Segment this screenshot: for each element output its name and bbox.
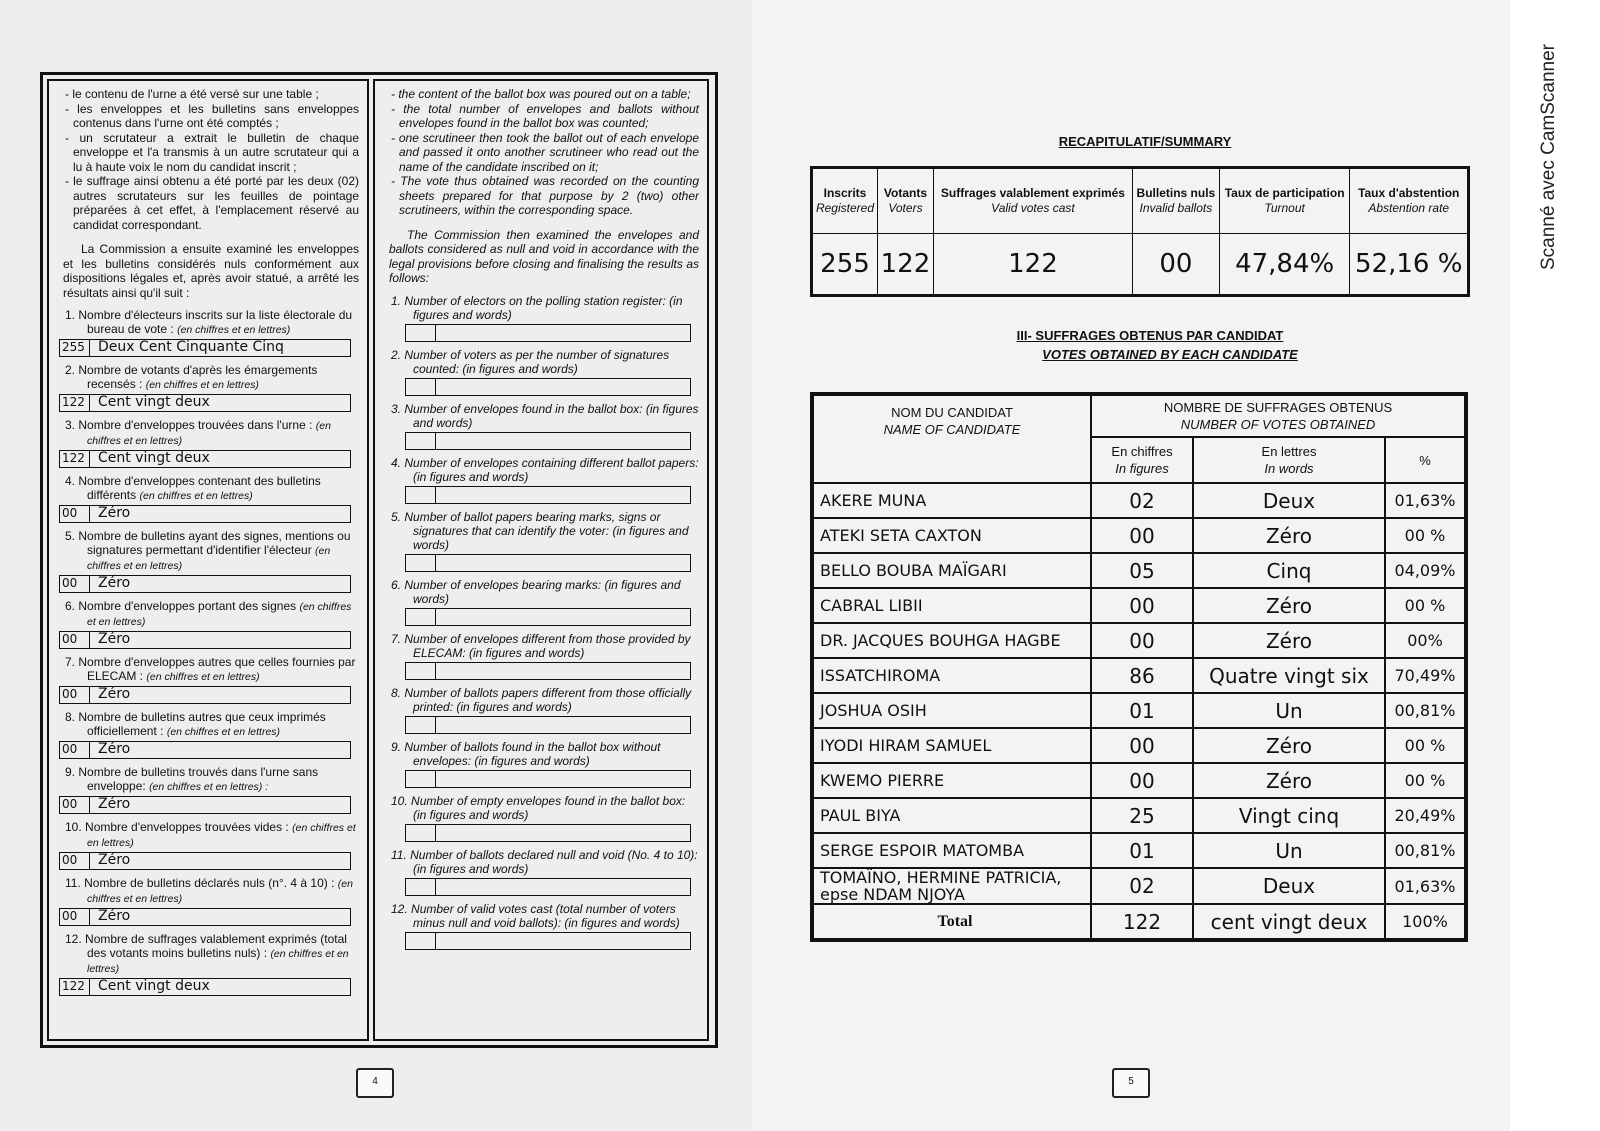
summary-value: 00 [1132, 234, 1219, 296]
answer-figure: 00 [60, 632, 90, 648]
votes-figure: 00 [1091, 728, 1193, 763]
french-intro [49, 81, 367, 300]
candidate-row [812, 483, 1466, 518]
section-title-fr: III- SUFFRAGES OBTENUS PAR CANDIDAT [1016, 328, 1284, 343]
votes-figure: 25 [1091, 798, 1193, 833]
item-hint: (en chiffres et en lettres) [145, 379, 259, 391]
answer-figure: 255 [60, 340, 90, 356]
votes-figure: 01 [1091, 833, 1193, 868]
answer-box [59, 686, 351, 704]
candidate-row [812, 833, 1466, 868]
votes-figure: 02 [1091, 868, 1193, 904]
item-question [383, 402, 701, 430]
votes-percent: 20,49% [1385, 798, 1466, 833]
votes-percent: 00 % [1385, 763, 1466, 798]
summary-header [933, 168, 1132, 234]
item-text: Number of electors on the polling station register: (in figures and words) [404, 293, 683, 322]
section-title-en: VOTES OBTAINED BY EACH CANDIDATE [1042, 347, 1298, 362]
answer-figure [406, 325, 436, 341]
votes-percent: 04,09% [1385, 553, 1466, 588]
item-number: 8. [65, 710, 76, 724]
scanner-watermark: Scanné avec CamScanner [1538, 43, 1559, 270]
form-item [383, 456, 701, 504]
votes-words: Un [1193, 693, 1385, 728]
item-number: 2. [391, 347, 402, 362]
candidate-row [812, 623, 1466, 658]
page-number: 4 [356, 1068, 394, 1098]
item-number: 1. [65, 308, 76, 322]
bullet-text: - les enveloppes et les bulletins sans enveloppes contenus dans l'urne ont été comptés ; [65, 101, 359, 130]
votes-figure: 86 [1091, 658, 1193, 693]
item-text: Nombre d'enveloppes trouvées dans l'urne : [78, 418, 313, 432]
item-text: Nombre de suffrages valablement exprimés (total des votants moins bulletins nuls) : [85, 932, 347, 960]
answer-figure: 122 [60, 395, 90, 411]
item-question [57, 529, 361, 573]
answer-figure [406, 717, 436, 733]
item-number: 11. [391, 847, 407, 862]
bullet-text: - The vote thus obtained was recorded on the counting sheets prepared for that purpose by 2 (two) other scrutineers, within the corresponding space. [391, 174, 699, 217]
french-column [47, 79, 369, 1041]
item-question [383, 902, 701, 930]
item-text: Number of envelopes bearing marks: (in figures and words) [404, 577, 681, 606]
votes-percent: 01,63% [1385, 483, 1466, 518]
item-text: Nombre d'enveloppes trouvées vides : [85, 820, 289, 834]
header-en: Valid votes cast [991, 201, 1075, 215]
answer-box [405, 716, 691, 734]
total-row [812, 904, 1466, 940]
answer-figure [406, 933, 436, 949]
candidate-name: ISSATCHIROMA [812, 658, 1091, 693]
votes-words: Vingt cinq [1193, 798, 1385, 833]
item-text: Nombre d'enveloppes autres que celles fournies par ELECAM : [78, 655, 356, 683]
item-question [57, 820, 361, 850]
item-question [57, 474, 361, 503]
summary-value: 47,84% [1219, 234, 1350, 296]
item-question [383, 848, 701, 876]
answer-figure: 00 [60, 909, 90, 925]
candidate-name: IYODI HIRAM SAMUEL [812, 728, 1091, 763]
header-en: Turnout [1264, 201, 1305, 215]
summary-header [877, 168, 933, 234]
votes-words: Quatre vingt six [1193, 658, 1385, 693]
votes-figure: 00 [1091, 763, 1193, 798]
bullet-text: - un scrutateur a extrait le bulletin de chaque enveloppe et l'a transmis à un autre scrutateur qui a lu à haute voix le nom du candidat inscrit ; [65, 130, 359, 174]
candidate-row [812, 693, 1466, 728]
votes-words: Zéro [1193, 623, 1385, 658]
answer-box [59, 852, 351, 870]
header-fr: Suffrages valablement exprimés [940, 186, 1125, 200]
header-text: NOMBRE DE SUFFRAGES OBTENUS [1163, 400, 1393, 415]
candidate-name: SERGE ESPOIR MATOMBA [812, 833, 1091, 868]
candidate-row [812, 763, 1466, 798]
bullet-text: - le contenu de l'urne a été versé sur une table ; [65, 87, 319, 101]
candidate-row [812, 553, 1466, 588]
answer-words: Deux Cent Cinquante Cinq [98, 339, 284, 355]
header-percent: % [1385, 437, 1466, 483]
form-item [383, 848, 701, 896]
votes-words: cent vingt deux [1193, 904, 1385, 940]
english-column [373, 79, 709, 1041]
answer-figure: 00 [60, 576, 90, 592]
item-number: 6. [391, 577, 402, 592]
item-text: Number of ballots declared null and void (No. 4 to 10): (in figures and words) [410, 847, 698, 876]
item-hint: (en chiffres et en lettres) [87, 878, 353, 905]
item-hint: (en chiffres et en lettres) [87, 822, 356, 849]
answer-words: Zéro [98, 796, 131, 812]
votes-words: Zéro [1193, 588, 1385, 623]
answer-box [405, 324, 691, 342]
answer-figure [406, 663, 436, 679]
summary-value: 122 [877, 234, 933, 296]
item-question [383, 348, 701, 376]
item-text: Number of ballot papers bearing marks, signs or signatures that can identify the voter: (in figures and words) [404, 509, 689, 552]
votes-words: Un [1193, 833, 1385, 868]
summary-value: 52,16 % [1350, 234, 1469, 296]
form-item [383, 740, 701, 788]
candidate-name: PAUL BIYA [812, 798, 1091, 833]
item-hint: (en chiffres et en lettres) [87, 601, 352, 628]
form-frame [40, 72, 718, 1048]
summary-header [1350, 168, 1469, 234]
form-item [57, 710, 361, 759]
item-question [383, 578, 701, 606]
item-number: 3. [391, 401, 402, 416]
item-number: 2. [65, 363, 76, 377]
answer-box [59, 575, 351, 593]
summary-header [812, 168, 878, 234]
header-text: NAME OF CANDIDATE [883, 422, 1021, 437]
candidate-row [812, 588, 1466, 623]
form-item [383, 578, 701, 626]
form-item [383, 632, 701, 680]
bullet-text: - one scrutineer then took the ballot out of each envelope and passed it onto another scrutineer who read out the name of the candidate inscribed on it; [391, 130, 699, 174]
header-en: Voters [888, 201, 923, 215]
item-number: 8. [391, 685, 402, 700]
header-text: En chiffres [1111, 444, 1173, 459]
item-text: Number of envelopes containing different ballot papers: (in figures and words) [404, 455, 699, 484]
answer-figure: 00 [60, 742, 90, 758]
answer-figure [406, 433, 436, 449]
candidate-name: KWEMO PIERRE [812, 763, 1091, 798]
form-item [57, 599, 361, 649]
answer-figure: 00 [60, 506, 90, 522]
item-question [383, 456, 701, 484]
item-question [383, 740, 701, 768]
answer-box [405, 662, 691, 680]
bullet-text: - the content of the ballot box was poured out on a table; [391, 87, 691, 101]
candidate-name: CABRAL LIBII [812, 588, 1091, 623]
item-text: Number of voters as per the number of signatures counted: (in figures and words) [404, 347, 670, 376]
summary-header [1219, 168, 1350, 234]
header-words [1193, 437, 1385, 483]
answer-figure: 00 [60, 853, 90, 869]
answer-box [405, 432, 691, 450]
item-question [57, 655, 361, 684]
answer-words: Zéro [98, 575, 131, 591]
item-hint: (en chiffres et en lettres) [146, 671, 260, 683]
form-item [57, 876, 361, 926]
item-text: Nombre de bulletins autres que ceux imprimés officiellement : [78, 710, 326, 738]
header-votes [1091, 394, 1466, 437]
summary-title: RECAPITULATIF/SUMMARY [1058, 134, 1232, 149]
candidate-row [812, 868, 1466, 904]
candidate-name: TOMAÏNO, HERMINE PATRICIA, epse NDAM NJOYA [812, 868, 1091, 904]
item-hint: (en chiffres et en lettres) [177, 324, 291, 336]
votes-figure: 02 [1091, 483, 1193, 518]
header-figures [1091, 437, 1193, 483]
answer-box [405, 486, 691, 504]
item-text: Number of envelopes different from those provided by ELECAM: (in figures and words) [404, 631, 691, 660]
item-number: 1. [391, 293, 402, 308]
answer-box [59, 908, 351, 926]
answer-box [59, 631, 351, 649]
form-item [57, 765, 361, 814]
candidate-name: ATEKI SETA CAXTON [812, 518, 1091, 553]
answer-box [59, 741, 351, 759]
item-question [57, 876, 361, 906]
answer-figure [406, 487, 436, 503]
header-fr: Bulletins nuls [1136, 186, 1216, 200]
answer-words: Cent vingt deux [98, 394, 210, 410]
answer-words: Zéro [98, 631, 131, 647]
commission-paragraph: La Commission a ensuite examiné les enveloppes et les bulletins considérés nuls conformément aux dispositions légales et, après avoir statué, a arrêté les résultats ainsi qu'il suit : [63, 242, 359, 300]
summary-value: 255 [812, 234, 878, 296]
header-text: In figures [1115, 461, 1169, 476]
answer-figure: 122 [60, 451, 90, 467]
form-item [57, 932, 361, 996]
votes-percent: 00,81% [1385, 693, 1466, 728]
item-question [57, 599, 361, 629]
votes-figure: 00 [1091, 588, 1193, 623]
item-number: 9. [391, 739, 402, 754]
form-item [57, 474, 361, 523]
item-number: 6. [65, 599, 76, 613]
votes-figure: 122 [1091, 904, 1193, 940]
answer-box [405, 608, 691, 626]
form-item [383, 794, 701, 842]
candidate-name: JOSHUA OSIH [812, 693, 1091, 728]
form-item [57, 308, 361, 357]
form-item [383, 902, 701, 950]
answer-box [59, 796, 351, 814]
item-text: Nombre de bulletins trouvés dans l'urne sans enveloppe: [78, 765, 319, 793]
votes-percent: 100% [1385, 904, 1466, 940]
item-number: 12. [391, 901, 408, 916]
answer-box [59, 505, 351, 523]
votes-words: Zéro [1193, 518, 1385, 553]
form-item [57, 820, 361, 870]
candidate-name: Total [812, 904, 1091, 940]
votes-words: Zéro [1193, 728, 1385, 763]
header-en: Registered [815, 201, 874, 215]
item-number: 11. [65, 876, 81, 890]
answer-figure [406, 609, 436, 625]
item-question [57, 418, 361, 448]
item-hint: (en chiffres et en lettres) [87, 545, 331, 572]
header-fr: Taux de participation [1224, 186, 1345, 200]
answer-box [405, 824, 691, 842]
form-item [57, 418, 361, 468]
header-en: Invalid ballots [1139, 201, 1213, 215]
item-text: Number of empty envelopes found in the ballot box: (in figures and words) [411, 793, 686, 822]
votes-percent: 00,81% [1385, 833, 1466, 868]
french-items [49, 308, 367, 996]
answer-box [59, 450, 351, 468]
item-hint: (en chiffres et en lettres) [87, 948, 349, 975]
answer-words: Cent vingt deux [98, 978, 210, 994]
item-number: 5. [65, 529, 76, 543]
votes-percent: 01,63% [1385, 868, 1466, 904]
item-question [57, 932, 361, 976]
item-text: Number of envelopes found in the ballot box: (in figures and words) [404, 401, 699, 430]
header-fr: Votants [883, 186, 928, 200]
english-items [375, 294, 707, 950]
answer-box [59, 339, 351, 357]
answer-figure: 00 [60, 687, 90, 703]
votes-words: Deux [1193, 868, 1385, 904]
summary-table [810, 166, 1470, 297]
votes-percent: 00% [1385, 623, 1466, 658]
header-candidate-name [812, 394, 1091, 483]
answer-figure [406, 771, 436, 787]
left-page [0, 0, 752, 1131]
form-item [383, 348, 701, 396]
item-number: 5. [391, 509, 402, 524]
candidate-row [812, 518, 1466, 553]
form-item [57, 529, 361, 593]
item-question [383, 510, 701, 552]
summary-header [1132, 168, 1219, 234]
item-number: 4. [391, 455, 402, 470]
candidates-table [810, 392, 1468, 942]
item-question [57, 710, 361, 739]
english-intro [375, 81, 707, 286]
item-question [383, 794, 701, 822]
answer-box [405, 770, 691, 788]
votes-figure: 05 [1091, 553, 1193, 588]
item-number: 12. [65, 932, 82, 946]
answer-words: Zéro [98, 908, 131, 924]
votes-figure: 00 [1091, 518, 1193, 553]
item-number: 7. [65, 655, 76, 669]
item-number: 10. [65, 820, 82, 834]
answer-figure [406, 879, 436, 895]
votes-figure: 00 [1091, 623, 1193, 658]
summary-value: 122 [933, 234, 1132, 296]
header-fr: Taux d'abstention [1358, 186, 1460, 200]
answer-words: Cent vingt deux [98, 450, 210, 466]
item-question [383, 294, 701, 322]
header-text: NUMBER OF VOTES OBTAINED [1180, 417, 1376, 432]
header-fr: Inscrits [823, 186, 867, 200]
item-hint: (en chiffres et en lettres) [139, 490, 253, 502]
candidate-name: BELLO BOUBA MAÏGARI [812, 553, 1091, 588]
answer-words: Zéro [98, 852, 131, 868]
answer-words: Zéro [98, 505, 131, 521]
item-question [383, 686, 701, 714]
candidate-row [812, 798, 1466, 833]
candidate-name: DR. JACQUES BOUHGA HAGBE [812, 623, 1091, 658]
item-text: Number of ballots papers different from those officially printed: (in figures and words) [404, 685, 692, 714]
answer-figure [406, 825, 436, 841]
item-text: Nombre de bulletins déclarés nuls (n°. 4 à 10) : [84, 876, 335, 890]
answer-box [405, 378, 691, 396]
item-question [57, 363, 361, 392]
answer-figure [406, 555, 436, 571]
candidate-name: AKERE MUNA [812, 483, 1091, 518]
page-number: 5 [1112, 1068, 1150, 1098]
header-text: In words [1264, 461, 1314, 476]
item-question [383, 632, 701, 660]
bullet-text: - the total number of envelopes and ballots without envelopes found in the ballot box was counted; [391, 101, 699, 130]
header-text: NOM DU CANDIDAT [891, 405, 1013, 420]
item-hint: (en chiffres et en lettres) [87, 420, 331, 447]
votes-words: Cinq [1193, 553, 1385, 588]
item-text: Nombre d'enveloppes portant des signes [78, 599, 297, 613]
item-text: Nombre d'enveloppes contenant des bulletins différents [78, 474, 321, 502]
commission-paragraph: The Commission then examined the envelopes and ballots considered as null and void in accordance with the legal provisions before closing and finalising the results as follows: [389, 227, 699, 285]
form-item [57, 363, 361, 412]
item-number: 3. [65, 418, 76, 432]
item-question [57, 765, 361, 794]
bullet-text: - le suffrage ainsi obtenu a été porté par les deux (02) autres scrutateurs sur les feuilles de pointage préparées à cet effet, à l'emplacement réservé au candidat correspondant. [65, 174, 359, 232]
form-item [383, 686, 701, 734]
votes-percent: 00 % [1385, 518, 1466, 553]
answer-words: Zéro [98, 741, 131, 757]
votes-figure: 01 [1091, 693, 1193, 728]
form-item [383, 294, 701, 342]
item-text: Nombre d'électeurs inscrits sur la liste électorale du bureau de vote : [78, 308, 353, 336]
answer-box [405, 554, 691, 572]
answer-figure: 122 [60, 979, 90, 995]
item-number: 7. [391, 631, 402, 646]
candidate-row [812, 658, 1466, 693]
header-en: Abstention rate [1368, 201, 1450, 215]
item-hint: (en chiffres et en lettres) [166, 726, 281, 738]
answer-figure [406, 379, 436, 395]
answer-box [405, 932, 691, 950]
item-text: Number of valid votes cast (total number of voters minus null and void ballots): (in figures and words) [411, 901, 680, 930]
votes-percent: 00 % [1385, 588, 1466, 623]
votes-percent: 70,49% [1385, 658, 1466, 693]
item-number: 9. [65, 765, 76, 779]
header-text: En lettres [1261, 444, 1317, 459]
answer-box [59, 394, 351, 412]
item-number: 4. [65, 474, 76, 488]
votes-words: Zéro [1193, 763, 1385, 798]
votes-words: Deux [1193, 483, 1385, 518]
item-hint: (en chiffres et en lettres) : [149, 781, 269, 793]
form-item [383, 402, 701, 450]
item-question [57, 308, 361, 337]
item-text: Nombre de bulletins ayant des signes, mentions ou signatures permettant d'identifier l'électeur [78, 529, 351, 557]
answer-figure: 00 [60, 797, 90, 813]
form-item [383, 510, 701, 572]
answer-box [59, 978, 351, 996]
candidate-row [812, 728, 1466, 763]
answer-words: Zéro [98, 686, 131, 702]
votes-percent: 00 % [1385, 728, 1466, 763]
item-number: 10. [391, 793, 408, 808]
item-text: Number of ballots found in the ballot box without envelopes: (in figures and words) [404, 739, 661, 768]
answer-box [405, 878, 691, 896]
item-text: Nombre de votants d'après les émargements recensés : [78, 363, 318, 391]
form-item [57, 655, 361, 704]
